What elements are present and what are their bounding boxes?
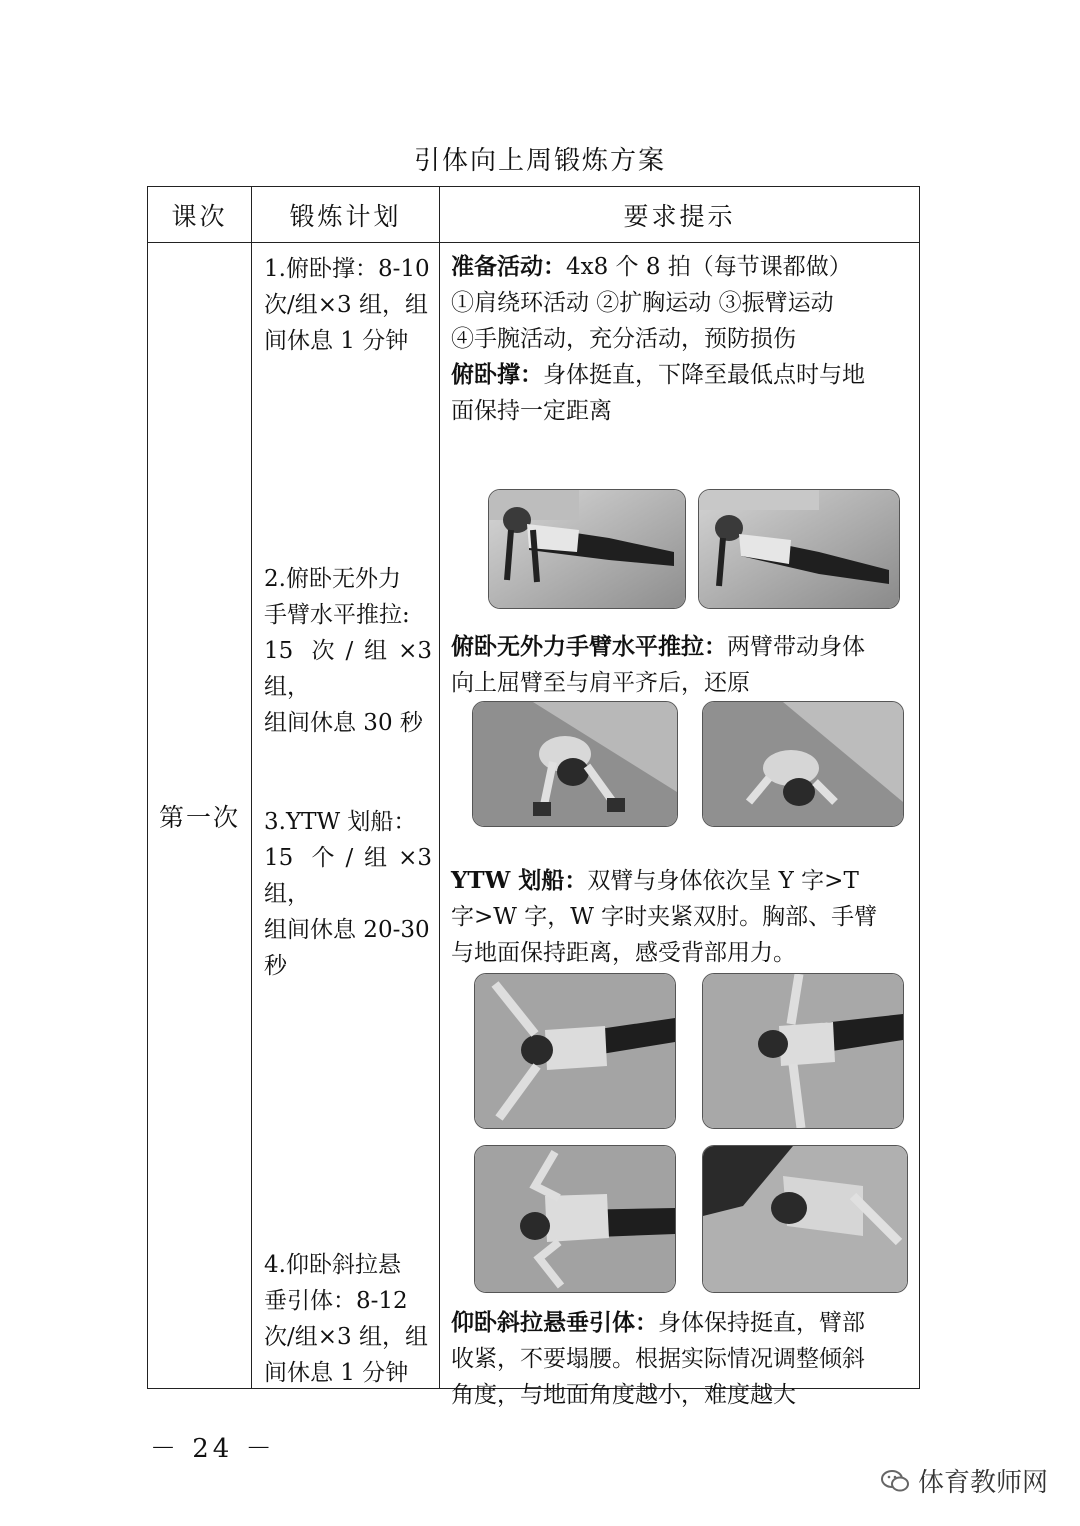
- plan-item-ytw: [264, 804, 432, 984]
- plan-line: 间休息 1 分钟: [264, 328, 409, 354]
- header-plan: 锻炼计划: [252, 187, 440, 243]
- req-line: [451, 629, 917, 665]
- req-text: 4x8 个 8 拍（每节课都做）: [566, 254, 852, 280]
- watermark: [880, 1462, 1048, 1499]
- floor-pull-photo: [702, 701, 904, 827]
- req-line: [451, 1305, 917, 1341]
- plan-line: 次/组×3 组，组: [264, 1324, 428, 1350]
- req-heading: YTW 划船：: [451, 867, 588, 894]
- header-requirements: 要求提示: [440, 187, 920, 243]
- plan-line: 手臂水平推拉:: [264, 602, 410, 628]
- req-line: 角度，与地面角度越小，难度越大: [451, 1382, 796, 1408]
- req-line: [451, 357, 917, 393]
- table-header-row: [148, 187, 920, 243]
- req-line: [451, 863, 917, 899]
- req-text: 双臂与身体依次呈 Y 字>T: [587, 868, 859, 894]
- plan-line: 组间休息 20-30: [264, 917, 430, 943]
- lesson-cell: 第一次: [148, 243, 252, 1389]
- plan-line: 组间休息 30 秒: [264, 710, 423, 736]
- header-lesson: 课次: [148, 187, 252, 243]
- plan-item-floor-pull: [264, 561, 432, 741]
- req-line: ④手腕活动，充分活动，预防损伤: [451, 326, 796, 352]
- req-line: 字>W 字，W 字时夹紧双肘。胸部、手臂: [451, 904, 878, 930]
- plan-item-pushup: [264, 251, 432, 359]
- plan-line: 1.俯卧撑：8-10: [264, 256, 430, 282]
- floor-pull-photo: [472, 701, 678, 827]
- req-line: [451, 249, 917, 285]
- plan-line: 间休息 1 分钟: [264, 1360, 409, 1386]
- req-text: 身体保持挺直，臂部: [658, 1310, 865, 1336]
- training-plan-table: [147, 186, 920, 1408]
- plan-cell: [252, 243, 440, 1389]
- pushup-photo: [488, 489, 686, 609]
- req-ytw: [451, 863, 917, 971]
- plan-line: 15 个/组×3 组，: [264, 845, 432, 907]
- req-inverted-row: [451, 1305, 917, 1413]
- plan-line: 秒: [264, 953, 287, 979]
- req-heading: 俯卧无外力手臂水平推拉：: [451, 633, 727, 660]
- ytw-photo: [474, 973, 676, 1129]
- wechat-icon: [880, 1468, 910, 1494]
- req-line: 向上屈臂至与肩平齐后，还原: [451, 670, 750, 696]
- plan-line: 2.俯卧无外力: [264, 566, 401, 592]
- document-title: 引体向上周锻炼方案: [413, 146, 666, 176]
- req-floor-pull: [451, 629, 917, 701]
- req-text: 身体挺直，下降至最低点时与地: [543, 362, 865, 388]
- ytw-photo: [474, 1145, 676, 1293]
- plan-line: 15 次/组×3 组，: [264, 638, 432, 700]
- table-row: [148, 243, 920, 1389]
- page-number: － 24 －: [150, 1434, 276, 1464]
- req-warmup: [451, 249, 917, 357]
- req-heading: 仰卧斜拉悬垂引体：: [451, 1309, 658, 1336]
- req-line: 与地面保持距离，感受背部用力。: [451, 940, 796, 966]
- ytw-photo: [702, 1145, 908, 1293]
- req-line: ①肩绕环活动 ②扩胸运动 ③振臂运动: [451, 290, 834, 316]
- plan-line: 3.YTW 划船：: [264, 809, 417, 835]
- plan-line: 垂引体：8-12: [264, 1288, 408, 1314]
- req-pushup: [451, 357, 917, 429]
- req-line: 面保持一定距离: [451, 398, 612, 424]
- plan-line: 次/组×3 组，组: [264, 292, 428, 318]
- req-heading: 准备活动：: [451, 253, 566, 280]
- plan-item-inverted-row: [264, 1247, 432, 1391]
- requirements-cell: [440, 243, 920, 1408]
- ytw-photo: [702, 973, 904, 1129]
- req-text: 两臂带动身体: [727, 634, 865, 660]
- req-line: 收紧，不要塌腰。根据实际情况调整倾斜: [451, 1346, 865, 1372]
- pushup-photo: [698, 489, 900, 609]
- plan-line: 4.仰卧斜拉悬: [264, 1252, 401, 1278]
- req-heading: 俯卧撑：: [451, 361, 543, 388]
- watermark-text: 体育教师网: [918, 1468, 1049, 1498]
